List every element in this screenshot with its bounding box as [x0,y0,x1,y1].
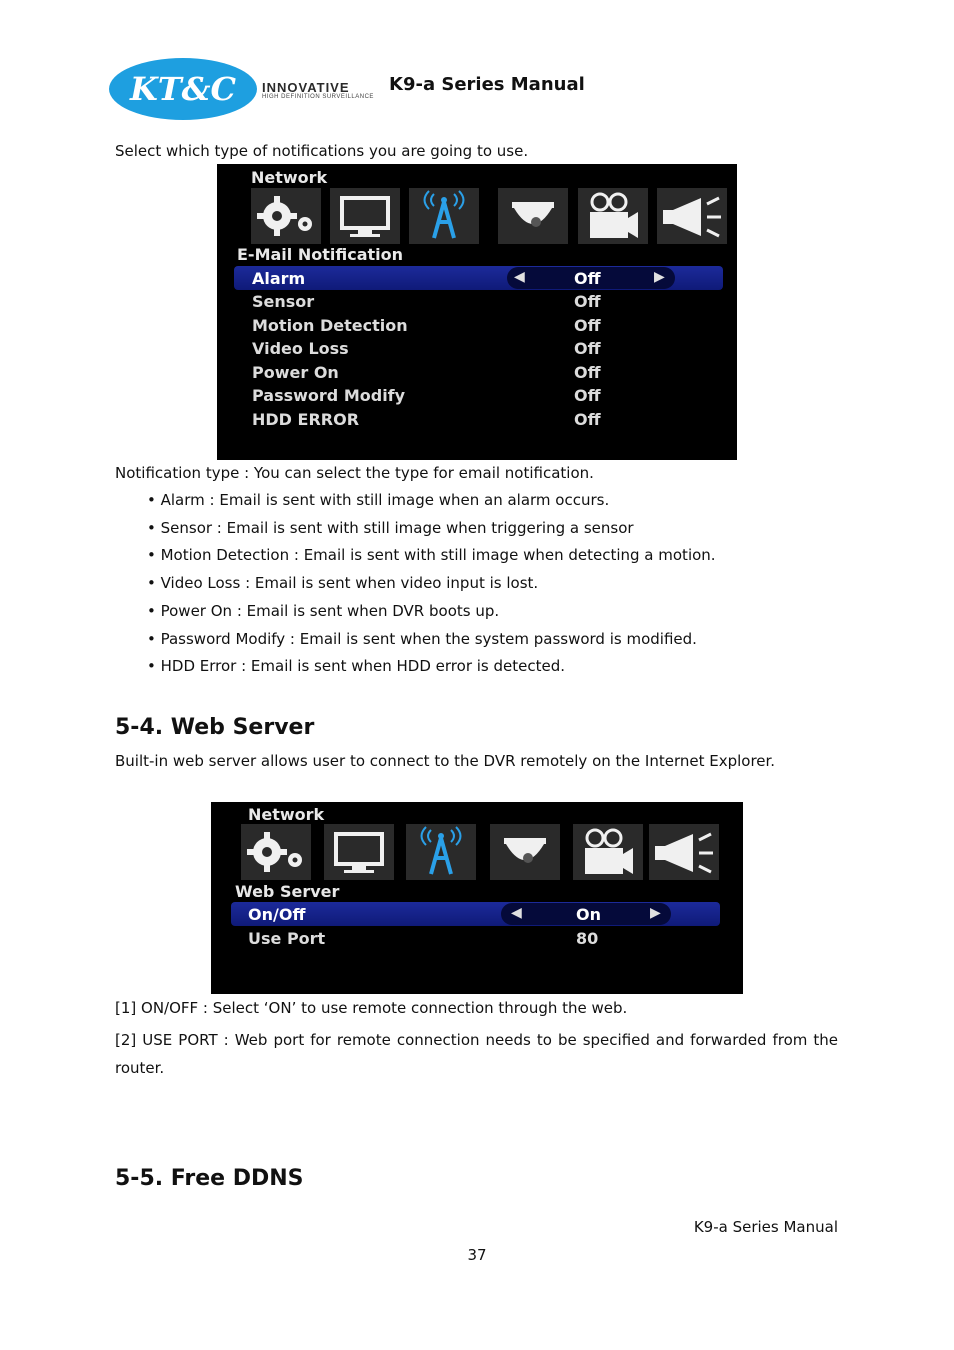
section-title: Web Server [235,882,340,901]
row-value-motion-detection[interactable]: Off [574,316,601,335]
row-label-motion-detection: Motion Detection [252,316,408,335]
notification-type-text: Notification type : You can select the type for email notification. [115,464,594,482]
row-value-on-off[interactable]: On [576,905,601,924]
row-value-alarm[interactable]: Off [574,269,601,288]
web-server-screenshot [211,802,743,994]
page-number: 37 [467,1246,487,1264]
row-label-hdd-error: HDD ERROR [252,410,360,429]
bullet-video-loss: • Video Loss : Email is sent when video input is lost. [147,574,539,592]
footer-manual-name: K9-a Series Manual [693,1218,838,1236]
bullet-motion-detection: • Motion Detection : Email is sent with still image when detecting a motion. [147,546,716,564]
antenna-icon [409,188,479,244]
row-value-hdd-error[interactable]: Off [574,410,601,429]
email-notification-screenshot [217,164,737,460]
bullet-sensor: • Sensor : Email is sent with still image when triggering a sensor [147,519,634,537]
bullet-password-modify: • Password Modify : Email is sent when the system password is modified. [147,630,697,648]
logo-mark [108,57,258,121]
intro-text: Select which type of notifications you are going to use. [115,142,529,160]
document-title: K9-a Series Manual [389,74,585,95]
row-value-power-on[interactable]: Off [574,363,601,382]
row-value-sensor[interactable]: Off [574,292,601,311]
section-title: E-Mail Notification [237,245,403,264]
row-label-sensor: Sensor [252,292,315,311]
antenna-icon [406,824,476,880]
row-label-alarm: Alarm [252,269,306,288]
heading-web-server: 5-4. Web Server [115,715,315,740]
gear-icon [241,824,311,880]
row-label-password-modify: Password Modify [252,386,406,405]
video-camera-icon [578,188,648,244]
bullet-hdd-error: • HDD Error : Email is sent when HDD error is detected. [147,657,566,675]
row-label-on-off: On/Off [248,905,306,924]
row-value-use-port[interactable]: 80 [576,929,599,948]
bullet-alarm: • Alarm : Email is sent with still image when an alarm occurs. [147,491,610,509]
dome-camera-icon [498,188,568,244]
arrow-left-icon[interactable]: ◀ [511,905,522,921]
row-value-password-modify[interactable]: Off [574,386,601,405]
heading-free-ddns: 5-5. Free DDNS [115,1166,304,1191]
web-server-description: Built-in web server allows user to connect to the DVR remotely on the Internet Explorer. [115,752,776,770]
arrow-right-icon[interactable]: ▶ [654,269,665,285]
arrow-right-icon[interactable]: ▶ [650,905,661,921]
brand-tagline: HIGH DEFINITION SURVEILLANCE [262,94,374,100]
logo-text: KT&C [130,70,236,108]
monitor-icon [330,188,400,244]
row-label-use-port: Use Port [248,929,326,948]
megaphone-icon [657,188,727,244]
gear-icon [251,188,321,244]
row-value-video-loss[interactable]: Off [574,339,601,358]
row-label-power-on: Power On [252,363,339,382]
monitor-icon [324,824,394,880]
brand-innovative: INNOVATIVE [262,80,350,95]
megaphone-icon [649,824,719,880]
note-on-off: [1] ON/OFF : Select ‘ON’ to use remote connection through the web. [115,999,628,1017]
menu-title: Network [248,805,325,824]
dome-camera-icon [490,824,560,880]
arrow-left-icon[interactable]: ◀ [514,269,525,285]
video-camera-icon [573,824,643,880]
menu-title: Network [251,168,328,187]
bullet-power-on: • Power On : Email is sent when DVR boots up. [147,602,500,620]
note-use-port: [2] USE PORT : Web port for remote connection needs to be specified and forwarded from the router. [115,1031,838,1077]
row-label-video-loss: Video Loss [252,339,349,358]
